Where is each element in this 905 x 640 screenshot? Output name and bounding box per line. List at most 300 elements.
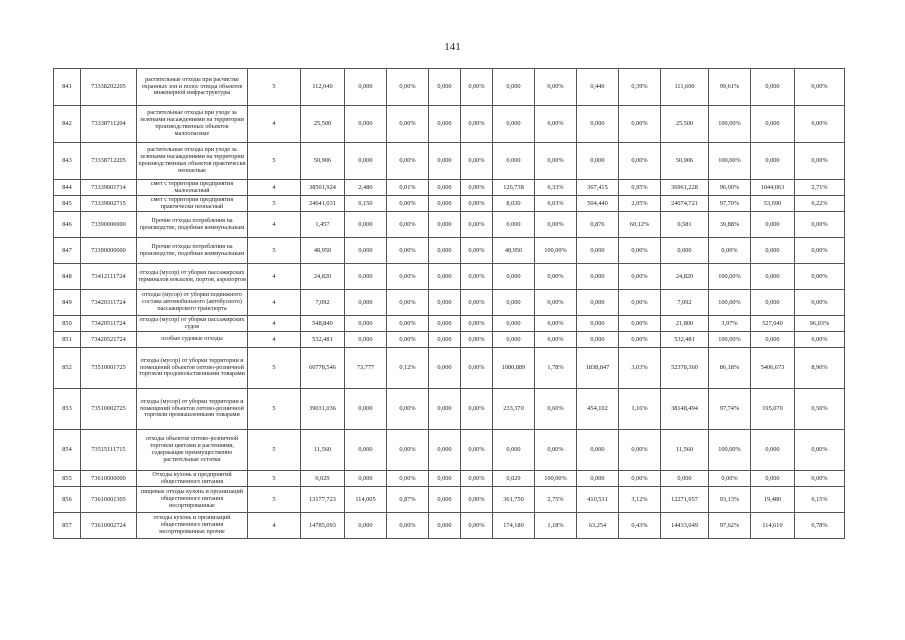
processed-percent: 0,87% [387,487,429,513]
buried-percent: 0,00% [709,471,751,487]
total-generated: 112,040 [301,69,345,106]
stored-percent: 0,00% [619,332,661,348]
buried-value: 14433,049 [661,513,709,539]
waste-description: отходы (мусор) от уборки пассажирских судов [137,316,248,332]
utilized-percent: 0,00% [461,196,493,212]
neutralized-percent: 0,60% [535,389,577,430]
row-number: 855 [54,471,81,487]
table-row [54,332,845,348]
waste-code: 73515111715 [81,430,137,471]
waste-code: 73420311724 [81,290,137,316]
total-generated: 24641,031 [301,196,345,212]
processed-value: 0,000 [345,471,387,487]
transferred-percent: 0,00% [795,212,845,238]
row-number: 842 [54,106,81,143]
table-row [54,389,845,430]
stored-value: 0,000 [577,238,619,264]
neutralized-percent: 2,75% [535,487,577,513]
hazard-class: 5 [248,348,301,389]
neutralized-percent: 0,00% [535,332,577,348]
stored-percent: 0,00% [619,430,661,471]
stored-value: 0,876 [577,212,619,238]
utilized-value: 0,000 [429,69,461,106]
table-row [54,264,845,290]
utilized-percent: 0,00% [461,316,493,332]
hazard-class: 4 [248,290,301,316]
neutralized-percent: 0,00% [535,316,577,332]
row-number: 841 [54,69,81,106]
waste-code: 73390000000 [81,212,137,238]
transferred-value: 53,690 [751,196,795,212]
total-generated: 25,500 [301,106,345,143]
buried-value: 38148,494 [661,389,709,430]
processed-value: 114,005 [345,487,387,513]
waste-code: 73339002715 [81,196,137,212]
processed-percent: 0,00% [387,212,429,238]
waste-code: 73412111724 [81,264,137,290]
stored-percent: 3,12% [619,487,661,513]
stored-percent: 0,43% [619,513,661,539]
waste-code: 73610000000 [81,471,137,487]
neutralized-percent: 0,00% [535,430,577,471]
neutralized-value: 0,000 [493,332,535,348]
transferred-percent: 0,15% [795,487,845,513]
transferred-percent: 0,00% [795,106,845,143]
utilized-percent: 0,00% [461,430,493,471]
neutralized-percent: 0,33% [535,180,577,196]
utilized-percent: 0,00% [461,348,493,389]
buried-percent: 97,62% [709,513,751,539]
row-number: 848 [54,264,81,290]
transferred-value: 0,000 [751,69,795,106]
transferred-value: 0,000 [751,264,795,290]
utilized-value: 0,000 [429,348,461,389]
processed-percent: 0,00% [387,332,429,348]
waste-description: особые судовые отходы [137,332,248,348]
processed-percent: 0,00% [387,143,429,180]
stored-percent: 0,00% [619,143,661,180]
total-generated: 38501,924 [301,180,345,196]
neutralized-value: 0,000 [493,264,535,290]
buried-percent: 100,00% [709,264,751,290]
neutralized-percent: 0,00% [535,212,577,238]
neutralized-percent: 0,00% [535,290,577,316]
processed-percent: 0,00% [387,196,429,212]
row-number: 843 [54,143,81,180]
utilized-percent: 0,00% [461,332,493,348]
buried-value: 532,481 [661,332,709,348]
buried-percent: 100,00% [709,430,751,471]
buried-value: 24,820 [661,264,709,290]
hazard-class: 5 [248,238,301,264]
transferred-value: 19,480 [751,487,795,513]
hazard-class: 4 [248,332,301,348]
transferred-percent: 0,50% [795,389,845,430]
processed-value: 0,000 [345,290,387,316]
total-generated: 11,560 [301,430,345,471]
transferred-percent: 2,71% [795,180,845,196]
total-generated: 60778,546 [301,348,345,389]
buried-percent: 0,00% [709,238,751,264]
buried-percent: 3,97% [709,316,751,332]
hazard-class: 5 [248,69,301,106]
hazard-class: 4 [248,180,301,196]
processed-value: 0,000 [345,264,387,290]
processed-percent: 0,00% [387,389,429,430]
table-row [54,143,845,180]
utilized-value: 0,000 [429,513,461,539]
table-body [54,69,845,539]
transferred-value: 5406,673 [751,348,795,389]
total-generated: 39031,036 [301,389,345,430]
neutralized-value: 126,738 [493,180,535,196]
waste-description: смет с территории предприятия малоопасный [137,180,248,196]
buried-value: 36961,228 [661,180,709,196]
buried-percent: 100,00% [709,143,751,180]
waste-description: Прочие отходы потребления на производстве, подобные коммунальным [137,212,248,238]
buried-percent: 99,61% [709,69,751,106]
stored-percent: 0,00% [619,471,661,487]
neutralized-value: 1080,889 [493,348,535,389]
utilized-percent: 0,00% [461,471,493,487]
transferred-value: 0,000 [751,332,795,348]
buried-percent: 100,00% [709,106,751,143]
row-number: 854 [54,430,81,471]
transferred-value: 0,000 [751,238,795,264]
waste-description: Прочие отходы потребления на производстве, подобные коммунальным [137,238,248,264]
transferred-value: 114,610 [751,513,795,539]
buried-percent: 97,74% [709,389,751,430]
transferred-percent: 0,00% [795,290,845,316]
stored-value: 0,000 [577,143,619,180]
total-generated: 548,840 [301,316,345,332]
processed-value: 0,000 [345,513,387,539]
row-number: 849 [54,290,81,316]
stored-percent: 0,00% [619,106,661,143]
waste-description: отходы (мусор) от уборки территории и помещений объектов оптово-розничной торговли продовольственными товарами [137,348,248,389]
total-generated: 0,029 [301,471,345,487]
neutralized-percent: 0,00% [535,143,577,180]
total-generated: 532,481 [301,332,345,348]
neutralized-value: 0,000 [493,106,535,143]
stored-percent: 1,16% [619,389,661,430]
utilized-value: 0,000 [429,180,461,196]
waste-code: 73338712205 [81,143,137,180]
total-generated: 7,092 [301,290,345,316]
stored-percent: 0,00% [619,290,661,316]
waste-table [53,68,845,539]
utilized-percent: 0,00% [461,143,493,180]
processed-percent: 0,12% [387,348,429,389]
utilized-value: 0,000 [429,238,461,264]
utilized-value: 0,000 [429,264,461,290]
neutralized-value: 0,000 [493,316,535,332]
hazard-class: 5 [248,471,301,487]
stored-value: 1838,847 [577,348,619,389]
buried-value: 52378,360 [661,348,709,389]
utilized-percent: 0,00% [461,290,493,316]
stored-percent: 0,39% [619,69,661,106]
waste-description: пищевые отходы кухонь и организаций общественного питания несортированные [137,487,248,513]
table-row [54,196,845,212]
processed-percent: 0,00% [387,264,429,290]
processed-value: 0,000 [345,238,387,264]
transferred-percent: 0,00% [795,238,845,264]
processed-percent: 0,00% [387,290,429,316]
waste-description: Отходы кухонь и предприятий общественного питания [137,471,248,487]
transferred-percent: 0,00% [795,143,845,180]
utilized-percent: 0,00% [461,106,493,143]
neutralized-value: 233,370 [493,389,535,430]
page-number: 141 [444,41,461,53]
buried-value: 0,581 [661,212,709,238]
row-number: 856 [54,487,81,513]
buried-percent: 93,13% [709,487,751,513]
stored-percent: 0,00% [619,238,661,264]
waste-code: 73610001305 [81,487,137,513]
neutralized-percent: 0,00% [535,106,577,143]
processed-value: 0,000 [345,143,387,180]
waste-description: отходы (мусор) от уборки подвижного состава автомобильного (автобусного) пассажирского транспорта [137,290,248,316]
stored-value: 0,000 [577,106,619,143]
row-number: 847 [54,238,81,264]
total-generated: 48,950 [301,238,345,264]
buried-value: 12271,957 [661,487,709,513]
hazard-class: 5 [248,487,301,513]
buried-value: 21,800 [661,316,709,332]
utilized-percent: 0,00% [461,487,493,513]
total-generated: 14785,093 [301,513,345,539]
transferred-value: 0,000 [751,430,795,471]
utilized-percent: 0,00% [461,238,493,264]
buried-value: 11,560 [661,430,709,471]
stored-value: 454,102 [577,389,619,430]
total-generated: 13177,723 [301,487,345,513]
table-row [54,290,845,316]
table-row [54,212,845,238]
neutralized-value: 361,750 [493,487,535,513]
transferred-value: 0,000 [751,106,795,143]
waste-code: 73610002724 [81,513,137,539]
utilized-percent: 0,00% [461,513,493,539]
transferred-percent: 0,00% [795,332,845,348]
table-row [54,430,845,471]
processed-value: 0,000 [345,316,387,332]
stored-percent: 0,00% [619,316,661,332]
hazard-class: 4 [248,316,301,332]
stored-value: 0,000 [577,290,619,316]
transferred-percent: 0,00% [795,264,845,290]
waste-description: отходы объектов оптово-розничной торговли цветами и растениями, содержащие преимущественно растительные остатки [137,430,248,471]
transferred-percent: 8,90% [795,348,845,389]
processed-percent: 0,01% [387,180,429,196]
neutralized-value: 0,000 [493,430,535,471]
neutralized-percent: 1,18% [535,513,577,539]
transferred-value: 0,000 [751,290,795,316]
neutralized-value: 0,000 [493,69,535,106]
table-row [54,513,845,539]
table-row [54,348,845,389]
processed-value: 0,000 [345,389,387,430]
transferred-value: 0,000 [751,143,795,180]
buried-percent: 100,00% [709,332,751,348]
table-row [54,106,845,143]
transferred-percent: 0,00% [795,471,845,487]
hazard-class: 4 [248,212,301,238]
processed-value: 0,000 [345,106,387,143]
stored-value: 0,000 [577,471,619,487]
stored-value: 504,440 [577,196,619,212]
buried-percent: 100,00% [709,290,751,316]
stored-percent: 2,05% [619,196,661,212]
transferred-value: 1044,063 [751,180,795,196]
stored-value: 0,000 [577,264,619,290]
utilized-percent: 0,00% [461,69,493,106]
stored-value: 0,440 [577,69,619,106]
utilized-value: 0,000 [429,430,461,471]
transferred-percent: 96,03% [795,316,845,332]
waste-code: 73390000000 [81,238,137,264]
transferred-value: 0,000 [751,212,795,238]
waste-description: растительные отходы при уходе за зелеными насаждениями на территории производственных объектов практически неопасные [137,143,248,180]
utilized-percent: 0,00% [461,180,493,196]
utilized-value: 0,000 [429,316,461,332]
hazard-class: 5 [248,143,301,180]
utilized-value: 0,000 [429,212,461,238]
processed-value: 0,000 [345,212,387,238]
transferred-percent: 0,00% [795,430,845,471]
table-row [54,69,845,106]
utilized-value: 0,000 [429,389,461,430]
waste-code: 73338711204 [81,106,137,143]
waste-description: отходы (мусор) от уборки территории и помещений объектов оптово-розничной торговли промышленными товарами [137,389,248,430]
total-generated: 24,820 [301,264,345,290]
neutralized-percent: 0,03% [535,196,577,212]
hazard-class: 5 [248,430,301,471]
utilized-value: 0,000 [429,332,461,348]
buried-value: 24074,721 [661,196,709,212]
processed-value: 0,000 [345,332,387,348]
transferred-value: 0,000 [751,471,795,487]
neutralized-percent: 0,00% [535,264,577,290]
transferred-percent: 0,00% [795,69,845,106]
stored-value: 410,531 [577,487,619,513]
transferred-value: 527,040 [751,316,795,332]
utilized-value: 0,000 [429,106,461,143]
table-row [54,316,845,332]
waste-code: 73510001725 [81,348,137,389]
row-number: 852 [54,348,81,389]
table-row [54,471,845,487]
hazard-class: 4 [248,106,301,143]
processed-value: 73,777 [345,348,387,389]
waste-code: 73339001714 [81,180,137,196]
buried-value: 7,092 [661,290,709,316]
processed-percent: 0,00% [387,471,429,487]
processed-percent: 0,00% [387,316,429,332]
waste-code: 73420521724 [81,332,137,348]
buried-value: 50,906 [661,143,709,180]
waste-description: растительные отходы при расчистке охранных зон и полос отвода объектов инженерной инфраструктуры [137,69,248,106]
hazard-class: 5 [248,196,301,212]
utilized-value: 0,000 [429,196,461,212]
waste-description: отходы (мусор) от уборки пассажирских терминалов вокзалов, портов, аэропортов [137,264,248,290]
buried-value: 0,000 [661,471,709,487]
processed-value: 0,000 [345,69,387,106]
waste-code: 73338202205 [81,69,137,106]
processed-percent: 0,00% [387,238,429,264]
total-generated: 1,457 [301,212,345,238]
row-number: 857 [54,513,81,539]
neutralized-value: 0,029 [493,471,535,487]
buried-percent: 96,00% [709,180,751,196]
table-row [54,180,845,196]
stored-percent: 0,95% [619,180,661,196]
stored-percent: 3,03% [619,348,661,389]
row-number: 845 [54,196,81,212]
row-number: 853 [54,389,81,430]
transferred-percent: 0,78% [795,513,845,539]
utilized-percent: 0,00% [461,212,493,238]
buried-percent: 86,18% [709,348,751,389]
utilized-value: 0,000 [429,143,461,180]
neutralized-percent: 100,00% [535,471,577,487]
hazard-class: 4 [248,513,301,539]
row-number: 844 [54,180,81,196]
processed-value: 0,150 [345,196,387,212]
row-number: 851 [54,332,81,348]
neutralized-percent: 1,78% [535,348,577,389]
hazard-class: 5 [248,389,301,430]
buried-value: 25,500 [661,106,709,143]
processed-percent: 0,00% [387,430,429,471]
total-generated: 50,906 [301,143,345,180]
stored-value: 0,000 [577,430,619,471]
processed-percent: 0,00% [387,69,429,106]
neutralized-percent: 0,00% [535,69,577,106]
stored-value: 0,000 [577,332,619,348]
waste-code: 73420511724 [81,316,137,332]
processed-percent: 0,00% [387,106,429,143]
neutralized-value: 174,180 [493,513,535,539]
buried-percent: 39,88% [709,212,751,238]
utilized-percent: 0,00% [461,389,493,430]
stored-value: 63,254 [577,513,619,539]
processed-value: 2,480 [345,180,387,196]
waste-description: смет с территории предприятия практически неопасный [137,196,248,212]
row-number: 850 [54,316,81,332]
transferred-percent: 0,22% [795,196,845,212]
stored-percent: 0,00% [619,264,661,290]
buried-value: 111,600 [661,69,709,106]
stored-percent: 60,12% [619,212,661,238]
buried-percent: 97,70% [709,196,751,212]
utilized-value: 0,000 [429,487,461,513]
stored-value: 367,415 [577,180,619,196]
waste-description: отходы кухонь и организаций общественного питания несортированные прочие [137,513,248,539]
processed-percent: 0,00% [387,513,429,539]
waste-description: растительные отходы при уходе за зелеными насаждениями на территории производственных объектов малоопасные [137,106,248,143]
buried-value: 0,000 [661,238,709,264]
transferred-value: 195,070 [751,389,795,430]
waste-code: 73510002725 [81,389,137,430]
neutralized-percent: 100,00% [535,238,577,264]
utilized-percent: 0,00% [461,264,493,290]
neutralized-value: 8,030 [493,196,535,212]
table-row [54,487,845,513]
processed-value: 0,000 [345,430,387,471]
utilized-value: 0,000 [429,290,461,316]
